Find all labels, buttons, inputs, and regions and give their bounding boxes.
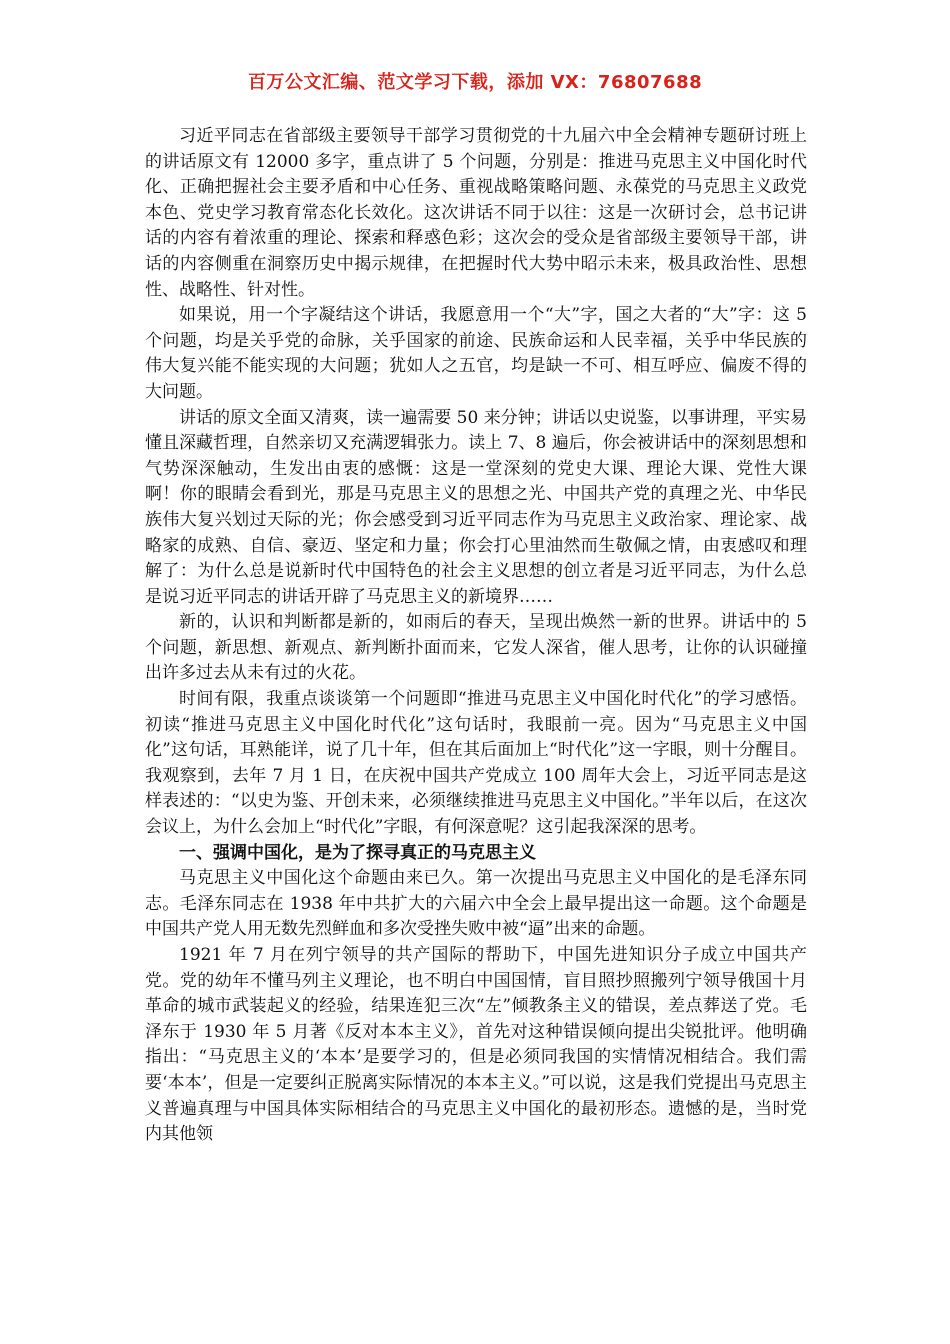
paragraph-1: 习近平同志在省部级主要领导干部学习贯彻党的十九届六中全会精神专题研讨班上的讲话原文有 12000 多字，重点讲了 5 个问题，分别是：推进马克思主义中国化时代化、正确把握社会主要矛盾和中心任务、重视战略策略问题、永葆党的马克思主义政党本色、党史学习教育常态化长效化。这次讲话不同于以往：这是一次研讨会，总书记讲话的内容有着浓重的理论、探索和释惑色彩；这次会的受众是省部级主要领导干部，讲话的内容侧重在洞察历史中揭示规律，在把握时代大势中昭示未来，极具政治性、思想性、战略性、针对性。 xyxy=(145,126,807,300)
paragraph-7: 1921 年 7 月在列宁领导的共产国际的帮助下，中国先进知识分子成立中国共产党。党的幼年不懂马列主义理论，也不明白中国国情，盲目照抄照搬列宁领导俄国十月革命的城市武装起义的经验，结果连犯三次“左”倾教条主义的错误，差点葬送了党。毛泽东于 1930 年 5 月著《反对本本主义》，首先对这种错误倾向提出尖锐批评。他明确指出：“马克思主义的‘本本’是要学习的，但是必须同我国的实情情况相结合。我们需要‘本本’，但是一定要纠正脱离实际情况的本本主义。”可以说，这是我们党提出马克思主义普遍真理与中国具体实际相结合的马克思主义中国化的最初形态。遗憾的是，当时党内其他领 xyxy=(145,945,807,1145)
paragraph-6: 马克思主义中国化这个命题由来已久。第一次提出马克思主义中国化的是毛泽东同志。毛泽东同志在 1938 年中共扩大的六届六中全会上最早提出这一命题。这个命题是中国共产党人用无数先烈鲜血和多次受挫失败中被“逼”出来的命题。 xyxy=(145,868,807,940)
paragraph-5: 时间有限，我重点谈谈第一个问题即“推进马克思主义中国化时代化”的学习感悟。初读“推进马克思主义中国化时代化”这句话时，我眼前一亮。因为“马克思主义中国化”这句话，耳熟能详，说了几十年，但在其后面加上“时代化”这一字眼，则十分醒目。我观察到，去年 7 月 1 日，在庆祝中国共产党成立 100 周年大会上，习近平同志是这样表述的：“以史为鉴、开创未来，必须继续推进马克思主义中国化。”半年以后，在这次会议上，为什么会加上“时代化”字眼，有何深意呢？这引起我深深的思考。 xyxy=(145,689,807,838)
paragraph-2: 如果说，用一个字凝结这个讲话，我愿意用一个“大”字，国之大者的“大”字：这 5 个问题，均是关乎党的命脉，关乎国家的前途、民族命运和人民幸福，关乎中华民族的伟大复兴能不能实现的大问题；犹如人之五官，均是缺一不可、相互呼应、偏废不得的大问题。 xyxy=(145,305,807,402)
document-body xyxy=(145,124,807,1148)
section-heading-1: 一、强调中国化，是为了探寻真正的马克思主义 xyxy=(179,842,536,863)
paragraph-3: 讲话的原文全面又清爽，读一遍需要 50 来分钟；讲话以史说鉴，以事讲理，平实易懂且深藏哲理，自然亲切又充满逻辑张力。读上 7、8 遍后，你会被讲话中的深刻思想和气势深深触动，生发出由衷的感慨：这是一堂深刻的党史大课、理论大课、党性大课啊！你的眼睛会看到光，那是马克思主义的思想之光、中国共产党的真理之光、中华民族伟大复兴划过天际的光；你会感受到习近平同志作为马克思主义政治家、理论家、战略家的成熟、自信、豪迈、坚定和力量；你会打心里油然而生敬佩之情，由衷感叹和理解了：为什么总是说新时代中国特色的社会主义思想的创立者是习近平同志，为什么总是说习近平同志的讲话开辟了马克思主义的新境界…… xyxy=(145,407,807,607)
header-banner: 百万公文汇编、范文学习下载，添加 VX：76807688 xyxy=(247,72,703,93)
paragraph-4: 新的，认识和判断都是新的，如雨后的春天，呈现出焕然一新的世界。讲话中的 5 个问题，新思想、新观点、新判断扑面而来，它发人深省，催人思考，让你的认识碰撞出许多过去从未有过的火花。 xyxy=(145,612,807,684)
